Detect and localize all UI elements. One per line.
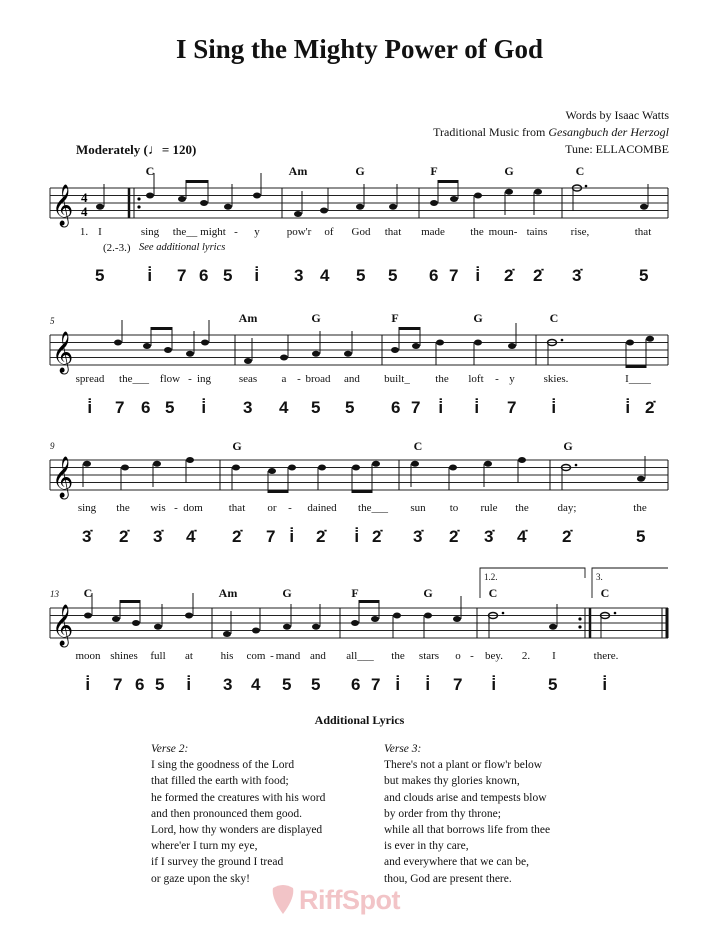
music-source: Gesangbuch der Herzogl: [548, 125, 669, 139]
chord-symbol: Am: [288, 164, 308, 178]
chord-symbol: G: [282, 586, 292, 600]
chord-symbol: F: [351, 586, 359, 600]
number-note: 4: [279, 398, 289, 417]
number-note: 2̇: [372, 527, 382, 546]
volta-second: 3.: [596, 572, 603, 582]
lyric: and: [310, 650, 326, 662]
lyric: -: [188, 373, 192, 385]
lyric: stars: [418, 650, 440, 662]
lyric: moon: [75, 650, 101, 662]
chord-symbol: Am: [218, 586, 238, 600]
number-note: 3̇: [484, 527, 494, 546]
number-note: 5: [548, 675, 558, 694]
number-note: 6: [135, 675, 145, 694]
number-note: i̇: [551, 398, 557, 417]
verse-line: is ever in thy care,: [384, 840, 469, 853]
music-credit: Traditional Music from Gesangbuch der Herzogl: [433, 125, 669, 139]
number-note: i̇: [147, 266, 153, 285]
chord-symbol: C: [549, 311, 559, 325]
number-note: 5: [311, 398, 321, 417]
treble-clef-icon: 𝄞: [52, 185, 74, 226]
number-note: 2̇: [562, 527, 572, 546]
lyric: the: [116, 502, 130, 514]
guitar-pick-icon: [270, 884, 296, 916]
lyric: -: [234, 226, 238, 238]
number-note: i̇: [602, 675, 608, 694]
verse-line: I sing the goodness of the Lord: [151, 759, 295, 772]
lyric: flow: [159, 373, 181, 385]
number-note: 7: [449, 266, 459, 285]
lyric: moun-: [488, 226, 518, 238]
number-note: 4: [251, 675, 261, 694]
lyric: of: [324, 226, 334, 238]
number-note: 2̇: [533, 266, 543, 285]
verse-line: and then pronounced them good.: [151, 807, 303, 820]
lyric: the: [435, 373, 449, 385]
number-note: i̇: [87, 398, 93, 417]
lyric: to: [449, 502, 459, 514]
lyric: there.: [593, 650, 619, 662]
time-sig-top: 4: [81, 190, 88, 205]
chord-symbol: C: [600, 586, 610, 600]
number-note: i̇: [625, 398, 631, 417]
number-note: 2̇: [645, 398, 655, 417]
chord-symbol: G: [355, 164, 365, 178]
lyric: and: [344, 373, 360, 385]
number-note: 4̇: [517, 527, 527, 546]
tune-credit: Tune: ELLACOMBE: [565, 142, 669, 156]
lyric: -: [495, 373, 499, 385]
number-note: 7: [113, 675, 123, 694]
lyric: the___: [119, 373, 149, 385]
number-note: i̇: [395, 675, 401, 694]
additional-lyrics-heading: Additional Lyrics: [314, 713, 405, 727]
lyric: day;: [557, 502, 577, 514]
number-note: i̇: [475, 266, 481, 285]
lyric: ing: [196, 373, 212, 385]
lyric: sing: [140, 226, 160, 238]
lyric: broad: [305, 373, 331, 385]
measure-number: 9: [50, 441, 55, 451]
lyric: his: [220, 650, 234, 662]
verse-2-block: [151, 741, 325, 887]
verse-line: he formed the creatures with his word: [151, 791, 326, 804]
lyric: the: [391, 650, 405, 662]
lyric: y: [509, 373, 515, 385]
number-note: 5: [165, 398, 175, 417]
number-note: 5: [345, 398, 355, 417]
number-note: 6: [429, 266, 439, 285]
number-note: 3: [223, 675, 233, 694]
lyric: made: [421, 226, 445, 238]
verse-line: or gaze upon the sky!: [151, 872, 250, 885]
number-note: 2̇: [449, 527, 459, 546]
number-note: 7: [115, 398, 125, 417]
number-note: 4̇: [186, 527, 196, 546]
lyric: sing: [77, 502, 97, 514]
lyric: I: [98, 226, 102, 238]
lyric: the__: [172, 226, 198, 238]
volta-first: 1.2.: [484, 572, 498, 582]
chord-symbol: G: [311, 311, 321, 325]
lyric: o: [455, 650, 461, 662]
verse-line: if I survey the ground I tread: [151, 856, 284, 869]
song-title: I Sing the Mighty Power of God: [175, 34, 543, 64]
lyric: wis: [150, 502, 166, 514]
number-note: 5: [388, 266, 398, 285]
number-note: 6: [391, 398, 401, 417]
quarter-note-icon: ♩: [147, 143, 162, 158]
staff-system-3: [50, 456, 668, 499]
chord-symbol: G: [504, 164, 514, 178]
lyric: tains: [526, 226, 548, 238]
chord-symbol: C: [488, 586, 498, 600]
number-note: 5: [311, 675, 321, 694]
number-note: 7: [371, 675, 381, 694]
verse-line: and clouds arise and tempests blow: [384, 791, 547, 804]
lyric: seas: [238, 373, 258, 385]
lyric: that: [228, 502, 246, 514]
verse-line: but makes thy glories known,: [384, 775, 520, 788]
chord-symbol: G: [473, 311, 483, 325]
svg-text:𝄞: 𝄞: [52, 457, 74, 498]
number-note: 7: [453, 675, 463, 694]
lyric: that: [634, 226, 652, 238]
lyric: dained: [307, 502, 337, 514]
number-note: 5: [95, 266, 105, 285]
number-note: 3̇: [572, 266, 582, 285]
lyric: -: [288, 502, 292, 514]
lyric: spread: [75, 373, 105, 385]
staff-system-2: [50, 320, 668, 374]
lyric: all___: [346, 650, 374, 662]
number-note: i̇: [438, 398, 444, 417]
number-note: 7: [411, 398, 421, 417]
lyric: mand: [275, 650, 301, 662]
number-note: 5: [223, 266, 233, 285]
svg-text:𝄞: 𝄞: [52, 332, 74, 373]
lyric: -: [470, 650, 474, 662]
tempo-marking: Moderately (♩= 120): [76, 142, 197, 158]
chord-symbol: C: [145, 164, 155, 178]
number-note: 2̇: [232, 527, 242, 546]
measure-number: 13: [50, 589, 59, 599]
lyric: the: [470, 226, 484, 238]
number-note: 7: [266, 527, 276, 546]
number-note: 3̇: [82, 527, 92, 546]
lyric: -: [270, 650, 274, 662]
lyric: -: [297, 373, 301, 385]
lyric: at: [185, 650, 193, 662]
number-note: 5: [356, 266, 366, 285]
lyric: sun: [410, 502, 426, 514]
lyric: the: [515, 502, 529, 514]
verse-3-label: Verse 3:: [384, 743, 422, 755]
number-note: 6: [199, 266, 209, 285]
number-note: i̇: [425, 675, 431, 694]
number-note: 3: [294, 266, 304, 285]
verse-2-label: Verse 2:: [151, 743, 189, 755]
lyric: full: [150, 650, 166, 662]
chord-symbol: F: [391, 311, 399, 325]
additional-lyrics-note: See additional lyrics: [139, 242, 226, 253]
verse-line: Lord, how thy wonders are displayed: [151, 824, 323, 837]
number-note: i̇: [491, 675, 497, 694]
number-note: 4: [320, 266, 330, 285]
lyric: a: [281, 373, 287, 385]
chord-symbol: C: [575, 164, 585, 178]
lyric: com: [246, 650, 266, 662]
number-note: 5: [639, 266, 649, 285]
lyric: the___: [358, 502, 388, 514]
lyric: I: [552, 650, 556, 662]
chord-symbol: F: [430, 164, 438, 178]
chord-symbol: C: [83, 586, 93, 600]
staff-system-4: [50, 568, 668, 647]
riffspot-logo[interactable]: RiffSpot: [299, 885, 400, 915]
number-note: i̇: [354, 527, 360, 546]
time-sig-bottom: 4: [81, 204, 88, 219]
verse-line: There's not a plant or flow'r below: [384, 759, 543, 772]
lyric: built_: [384, 373, 410, 385]
chord-symbol: C: [413, 439, 423, 453]
svg-text:𝄞: 𝄞: [52, 605, 74, 646]
chord-symbol: Am: [238, 311, 258, 325]
lyric: rise,: [570, 226, 590, 238]
chord-symbol: G: [423, 586, 433, 600]
lyric: pow'r: [286, 226, 312, 238]
lyric: I____: [625, 373, 651, 385]
number-note: 5: [282, 675, 292, 694]
lyric: God: [351, 226, 371, 238]
number-note: 2̇: [119, 527, 129, 546]
verse-range: (2.-3.): [103, 242, 131, 254]
staff-system-1: [50, 173, 668, 227]
lyric: loft: [468, 373, 484, 385]
measure-number: 5: [50, 316, 55, 326]
number-note: 3̇: [153, 527, 163, 546]
lyric: dom: [183, 502, 203, 514]
lyric: or: [267, 502, 277, 514]
number-note: i̇: [201, 398, 207, 417]
number-note: i̇: [186, 675, 192, 694]
number-note: 5: [636, 527, 646, 546]
verse-line: where'er I turn my eye,: [151, 840, 258, 853]
lyric: rule: [480, 502, 498, 514]
number-note: 7: [177, 266, 187, 285]
number-note: 5: [155, 675, 165, 694]
number-note: 6: [351, 675, 361, 694]
verse-line: that filled the earth with food;: [151, 775, 289, 788]
number-note: 6: [141, 398, 151, 417]
lyric: 2.: [521, 650, 531, 662]
number-note: i̇: [254, 266, 260, 285]
words-credit: Words by Isaac Watts: [565, 108, 669, 122]
verse-line: and everywhere that we can be,: [384, 856, 529, 869]
number-note: 2̇: [504, 266, 514, 285]
lyric: bey.: [485, 650, 503, 662]
chord-symbol: G: [563, 439, 573, 453]
verse-number: 1.: [79, 226, 89, 238]
lyric: might: [200, 226, 226, 238]
lyric: the: [633, 502, 647, 514]
lyric: shines: [110, 650, 138, 662]
lyric: y: [254, 226, 260, 238]
lyric: that: [384, 226, 402, 238]
number-note: i̇: [289, 527, 295, 546]
verse-line: while all that borrows life from thee: [384, 824, 551, 837]
number-note: i̇: [474, 398, 480, 417]
number-note: 2̇: [316, 527, 326, 546]
verse-3-block: [384, 741, 550, 887]
lyric: -: [174, 502, 178, 514]
chord-symbol: G: [232, 439, 242, 453]
verse-line: thou, God are present there.: [384, 872, 512, 885]
number-note: i̇: [85, 675, 91, 694]
number-note: 7: [507, 398, 517, 417]
number-note: 3: [243, 398, 253, 417]
verse-line: by order from thy throne;: [384, 807, 501, 820]
number-note: 3̇: [413, 527, 423, 546]
lyric: skies.: [543, 373, 569, 385]
